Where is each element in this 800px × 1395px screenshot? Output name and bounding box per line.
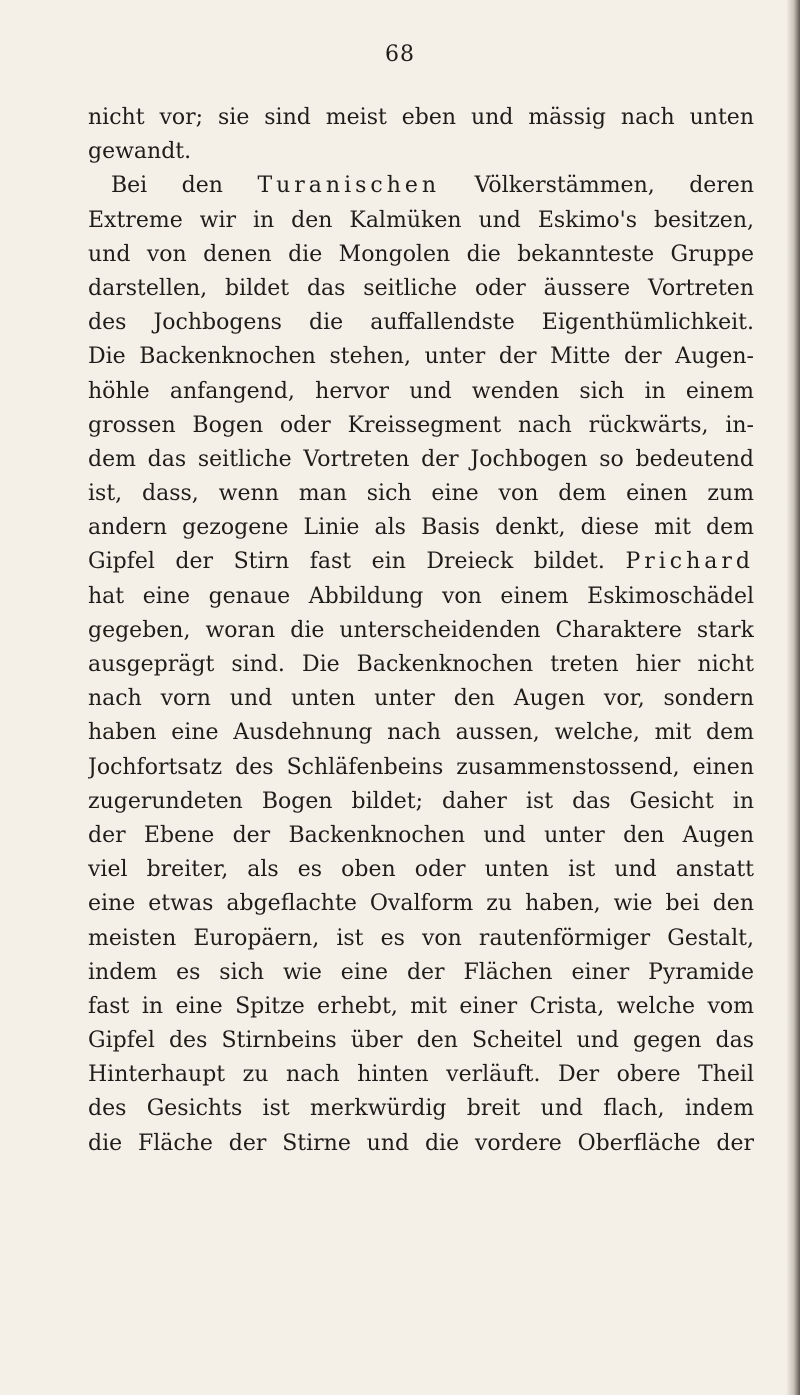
text-fragment: Bei den <box>111 173 223 199</box>
text-line: Jochfortsatz des Schläfenbeins zusammenstossend, einen <box>88 754 754 780</box>
text-line: gegeben, woran die unterscheidenden Charaktere stark <box>88 617 754 643</box>
page-number: 68 <box>385 42 415 67</box>
text-line: gewandt. <box>88 139 192 165</box>
text-fragment: Völkerstämmen, deren <box>474 173 754 199</box>
text-line: fast in eine Spitze erhebt, mit einer Crista, welche vom <box>88 993 754 1019</box>
text-line: des Gesichts ist merkwürdig breit und flach, indem <box>88 1096 754 1122</box>
text-line: Hinterhaupt zu nach hinten verläuft. Der obere Theil <box>88 1062 754 1088</box>
text-fragment: Gipfel der Stirn fast ein Dreieck bildet. <box>88 549 605 575</box>
text-line: ist, dass, wenn man sich eine von dem einen zum <box>88 481 754 507</box>
text-line: indem es sich wie eine der Flächen einer Pyramide <box>88 959 754 985</box>
text-line: des Jochbogens die auffallendste Eigenthümlichkeit. <box>88 310 754 336</box>
text-line <box>88 545 754 579</box>
text-line: und von denen die Mongolen die bekannteste Gruppe <box>88 241 754 267</box>
text-line: Extreme wir in den Kalmüken und Eskimo's besitzen, <box>88 207 754 233</box>
text-line: ausgeprägt sind. Die Backenknochen treten hier nicht <box>88 652 754 677</box>
text-line: viel breiter, als es oben oder unten ist und anstatt <box>88 857 754 883</box>
body-text <box>88 101 754 1161</box>
text-line: meisten Europäern, ist es von rautenförmiger Gestalt, <box>88 925 754 951</box>
text-line: grossen Bogen oder Kreissegment nach rückwärts, in- <box>88 412 754 438</box>
text-line: die Fläche der Stirne und die vordere Oberfläche der <box>88 1130 754 1156</box>
text-line: Gipfel des Stirnbeins über den Scheitel und gegen das <box>88 1028 754 1054</box>
emphasized-term: Turanischen <box>257 173 441 199</box>
text-line: nicht vor; sie sind meist eben und mässig nach unten <box>88 105 754 130</box>
text-line: der Ebene der Backenknochen und unter den Augen <box>88 822 754 848</box>
text-line: hat eine genaue Abbildung von einem Eskimoschädel <box>88 583 754 609</box>
text-line <box>88 169 754 203</box>
text-line: darstellen, bildet das seitliche oder äussere Vortreten <box>88 275 754 301</box>
emphasized-name: Prichard <box>625 549 754 575</box>
page-edge-shadow <box>786 0 800 1395</box>
text-line: eine etwas abgeflachte Ovalform zu haben, wie bei den <box>88 891 754 917</box>
text-line: haben eine Ausdehnung nach aussen, welche, mit dem <box>88 720 754 746</box>
text-line: nach vorn und unten unter den Augen vor, sondern <box>88 686 754 712</box>
text-line: zugerundeten Bogen bildet; daher ist das Gesicht in <box>88 788 754 814</box>
text-line: andern gezogene Linie als Basis denkt, diese mit dem <box>88 515 754 541</box>
text-line: dem das seitliche Vortreten der Jochbogen so bedeutend <box>88 446 754 472</box>
text-line: höhle anfangend, hervor und wenden sich in einem <box>88 378 754 404</box>
text-line: Die Backenknochen stehen, unter der Mitte der Augen- <box>88 344 754 370</box>
